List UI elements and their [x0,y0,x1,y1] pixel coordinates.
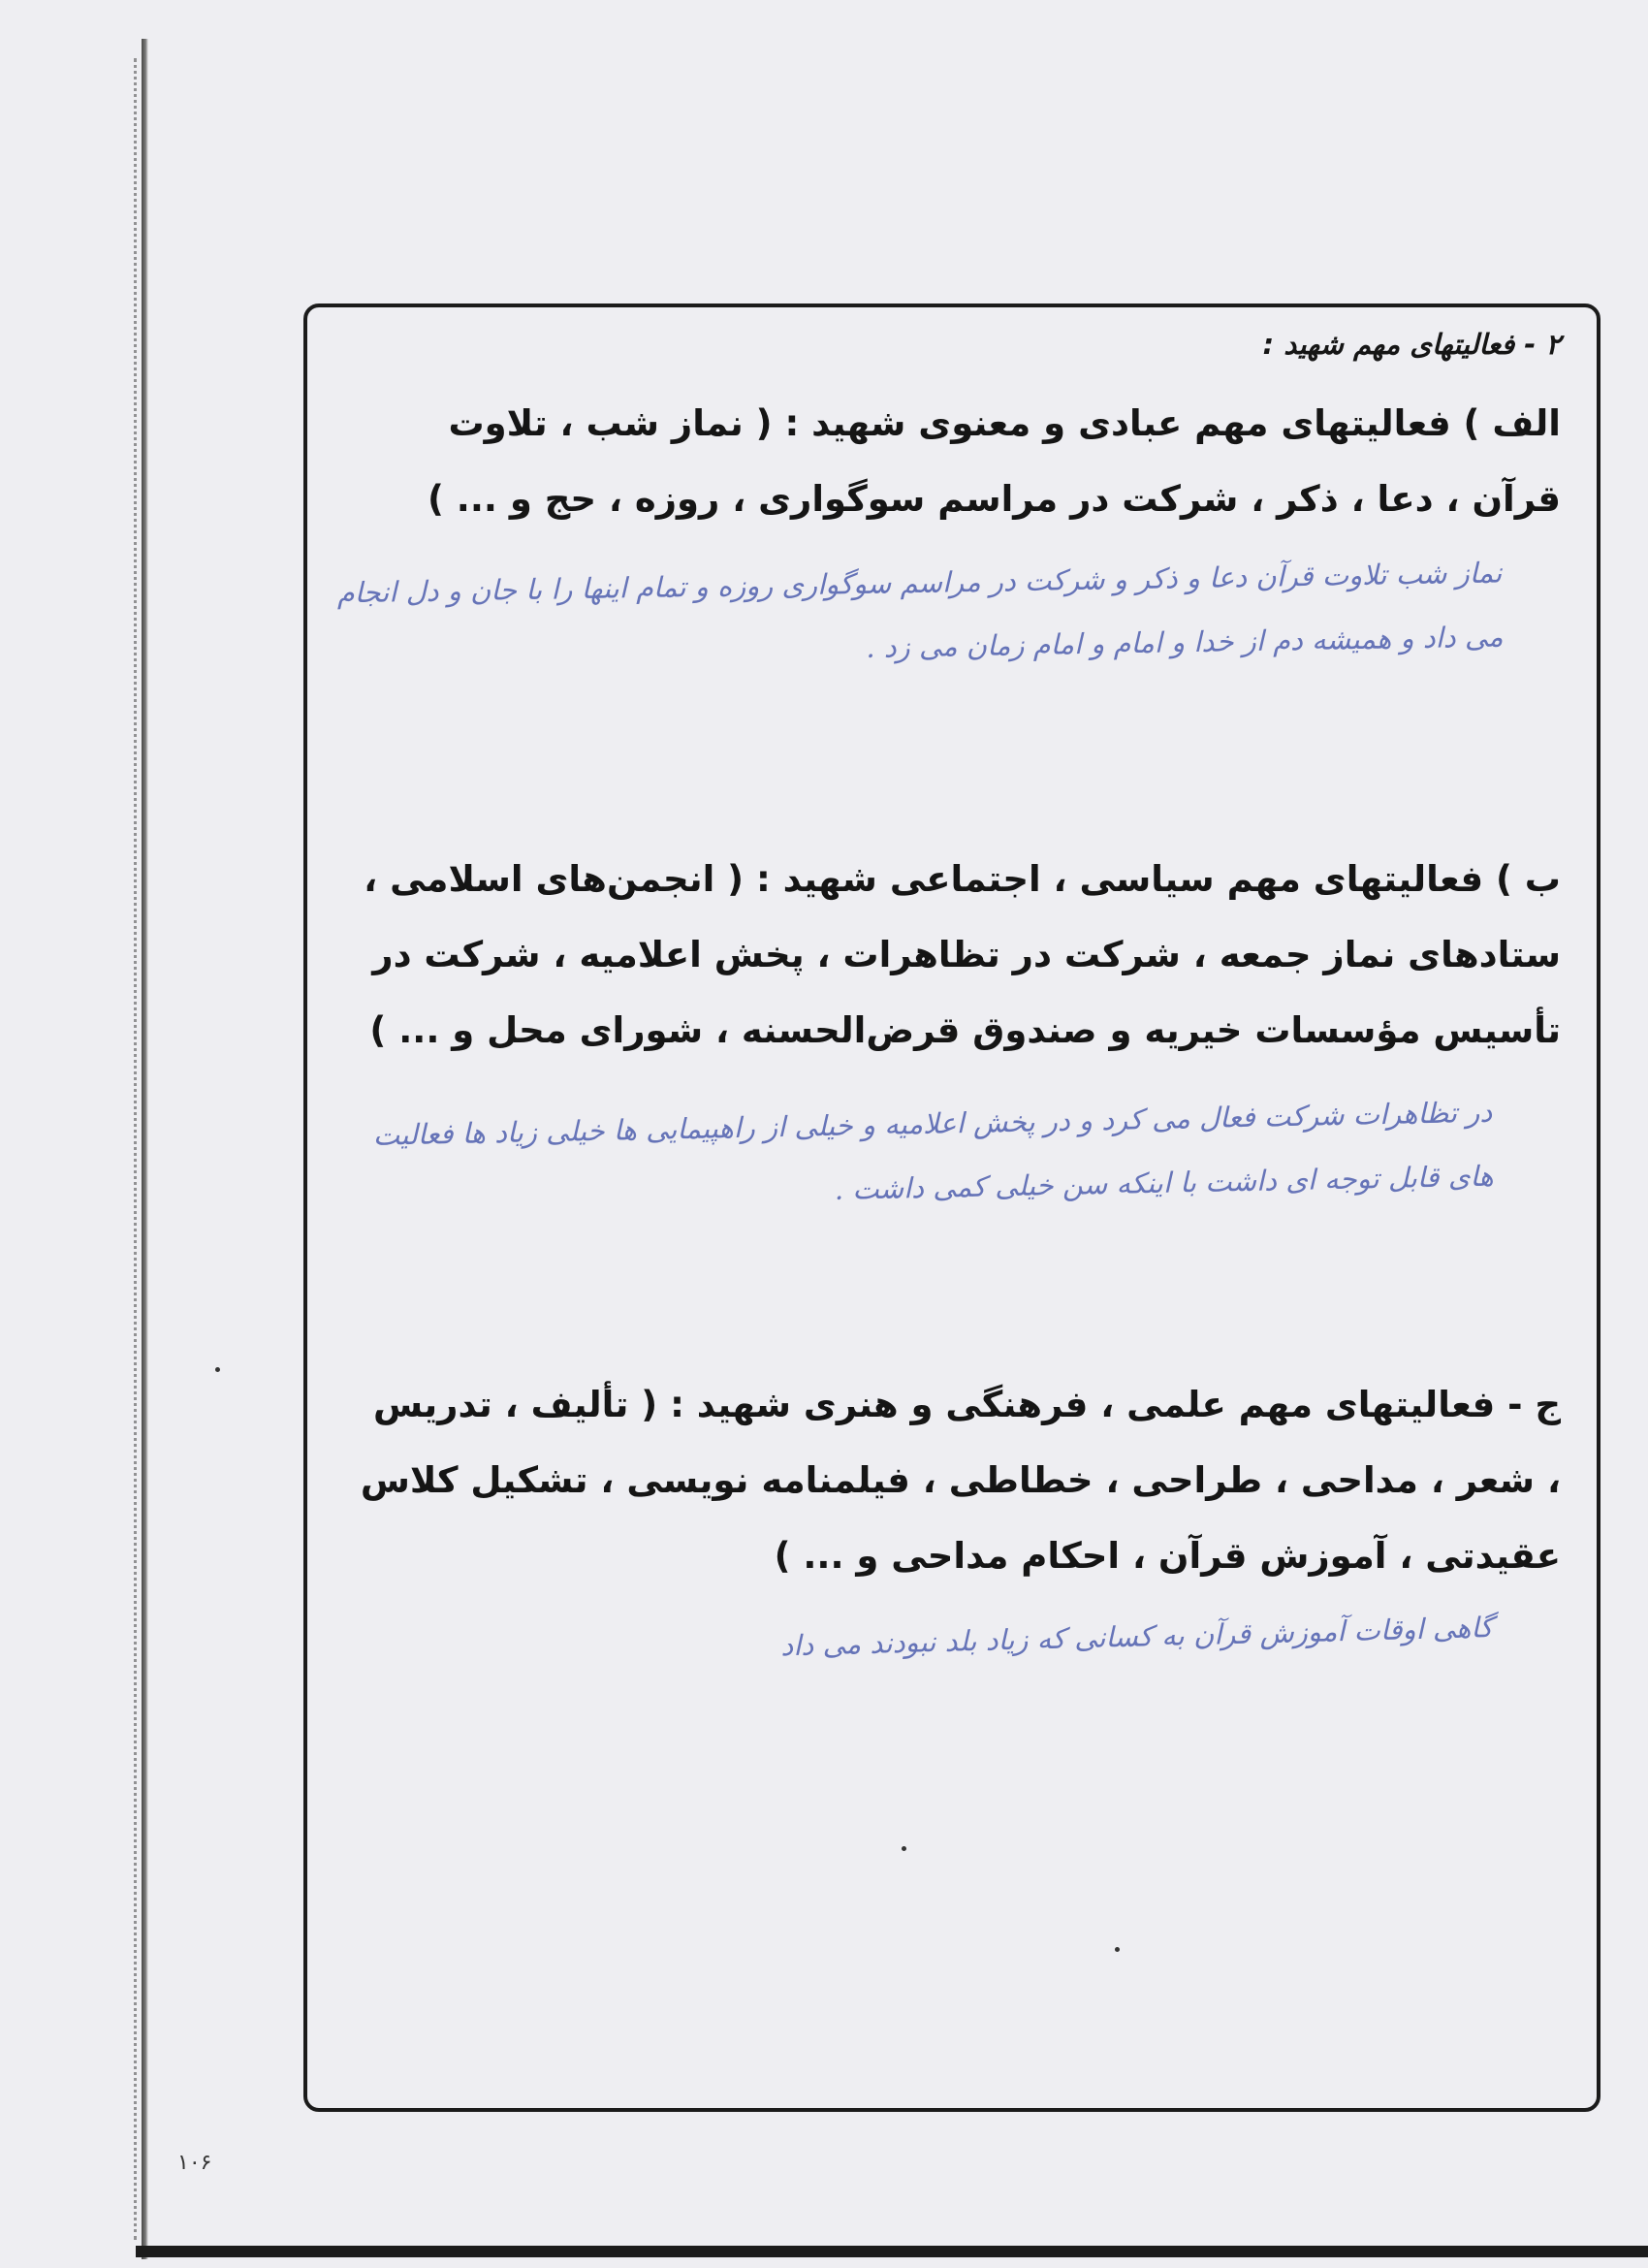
page-number: ۱۰۶ [177,2151,212,2175]
section-c-printed: ج - فعالیتهای مهم علمی ، فرهنگی و هنری شهید : ( تألیف ، تدریس ، شعر ، مداحی ، طراحی ، خطاطی ، فیلمنامه نویسی ، تشکیل کلاس عقیدتی ، آموزش قرآن ، احکام مداحی و ... ) [360,1384,1561,1577]
section-b-printed: ب ) فعالیتهای مهم سیاسی ، اجتماعی شهید : ( انجمن‌های اسلامی ، ستادهای نماز جمعه ، شرکت در تظاهرات ، پخش اعلامیه ، شرکت در تأسیس مؤسسات خیریه و صندوق قرض‌الحسنه ، شورای محل و ... ) [364,858,1561,1051]
scan-left-edge [142,39,148,2259]
scan-speck [902,1846,906,1851]
section-a-printed: الف ) فعالیتهای مهم عبادی و معنوی شهید : ( نماز شب ، تلاوت قرآن ، دعا ، ذکر ، شرکت در مراسم سوگواری ، روزه ، حج و ... ) [428,402,1561,520]
section-heading: ۲ - فعالیتهای مهم شهید : [1262,328,1561,361]
scan-speck [215,1367,220,1372]
scan-bottom-edge [136,2246,1648,2257]
section-a-handwritten-answer: نماز شب تلاوت قرآن دعا و ذکر و شرکت در مراسم سوگواری روزه و تمام اینها را با جان و دل انجام می داد و همیشه دم از خدا و امام و امام زمان می زد . [336,556,1504,664]
scan-speck [1115,1947,1120,1952]
section-c-handwritten-answer: گاهی اوقات آموزش قرآن به کسانی که زیاد بلد نبودند می داد [779,1611,1494,1663]
section-b-handwritten-answer: در تظاهرات شرکت فعال می کرد و در پخش اعلامیه و خیلی از راهپیمایی ها خیلی زیاد ها فعالیت های قابل توجه ای داشت با اینکه سن خیلی کمی داشت . [372,1095,1494,1206]
scan-left-edge-dots [134,58,140,2240]
